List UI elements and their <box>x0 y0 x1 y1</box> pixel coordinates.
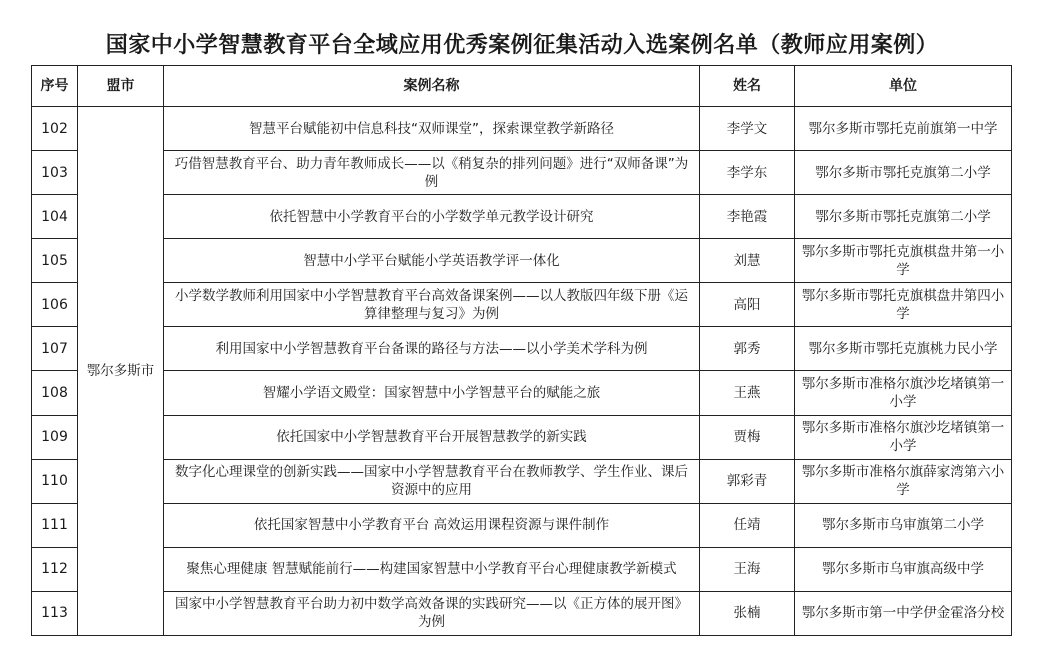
row-seq: 105 <box>32 239 78 283</box>
row-person-name: 贾梅 <box>700 415 795 459</box>
row-seq: 103 <box>32 151 78 195</box>
table-row <box>32 503 1012 547</box>
table-row <box>32 107 1012 151</box>
table-row <box>32 195 1012 239</box>
row-unit: 鄂尔多斯市准格尔旗沙圪堵镇第一小学 <box>795 371 1012 415</box>
row-person-name: 王海 <box>700 547 795 591</box>
row-case-name: 依托国家中小学智慧教育平台开展智慧教学的新实践 <box>164 415 700 459</box>
row-unit: 鄂尔多斯市鄂托克旗棋盘井第四小学 <box>795 283 1012 327</box>
table-row <box>32 459 1012 503</box>
row-person-name: 高阳 <box>700 283 795 327</box>
row-person-name: 郭彩青 <box>700 459 795 503</box>
city-cell: 鄂尔多斯市 <box>78 107 164 636</box>
row-unit: 鄂尔多斯市鄂托克旗桃力民小学 <box>795 327 1012 371</box>
row-case-name: 利用国家中小学智慧教育平台备课的路径与方法——以小学美术学科为例 <box>164 327 700 371</box>
row-unit: 鄂尔多斯市鄂托克旗棋盘井第一小学 <box>795 239 1012 283</box>
header-name: 姓名 <box>700 66 795 107</box>
table-header-row <box>32 66 1012 107</box>
row-seq: 111 <box>32 503 78 547</box>
row-seq: 113 <box>32 591 78 635</box>
row-seq: 108 <box>32 371 78 415</box>
row-case-name: 智慧中小学平台赋能小学英语教学评一体化 <box>164 239 700 283</box>
table-row <box>32 283 1012 327</box>
table-row <box>32 415 1012 459</box>
row-case-name: 国家中小学智慧教育平台助力初中数学高效备课的实践研究——以《正方体的展开图》为例 <box>164 591 700 635</box>
row-unit: 鄂尔多斯市鄂托克旗第二小学 <box>795 195 1012 239</box>
row-seq: 104 <box>32 195 78 239</box>
row-case-name: 依托国家智慧中小学教育平台 高效运用课程资源与课件制作 <box>164 503 700 547</box>
row-seq: 107 <box>32 327 78 371</box>
row-seq: 102 <box>32 107 78 151</box>
row-person-name: 郭秀 <box>700 327 795 371</box>
row-seq: 106 <box>32 283 78 327</box>
row-person-name: 任靖 <box>700 503 795 547</box>
row-person-name: 李学东 <box>700 151 795 195</box>
header-case: 案例名称 <box>164 66 700 107</box>
row-case-name: 智耀小学语文殿堂：国家智慧中小学智慧平台的赋能之旅 <box>164 371 700 415</box>
row-unit: 鄂尔多斯市乌审旗第二小学 <box>795 503 1012 547</box>
row-person-name: 刘慧 <box>700 239 795 283</box>
row-person-name: 王燕 <box>700 371 795 415</box>
table-row <box>32 591 1012 635</box>
row-seq: 110 <box>32 459 78 503</box>
row-case-name: 依托智慧中小学教育平台的小学数学单元教学设计研究 <box>164 195 700 239</box>
header-unit: 单位 <box>795 66 1012 107</box>
header-seq: 序号 <box>32 66 78 107</box>
page-title: 国家中小学智慧教育平台全域应用优秀案例征集活动入选案例名单（教师应用案例） <box>105 33 939 58</box>
row-unit: 鄂尔多斯市鄂托克前旗第一中学 <box>795 107 1012 151</box>
row-person-name: 李学文 <box>700 107 795 151</box>
row-case-name: 小学数学教师利用国家中小学智慧教育平台高效备课案例——以人教版四年级下册《运算律整理与复习》为例 <box>164 283 700 327</box>
row-unit: 鄂尔多斯市第一中学伊金霍洛分校 <box>795 591 1012 635</box>
row-case-name: 聚焦心理健康 智慧赋能前行——构建国家智慧中小学教育平台心理健康教学新模式 <box>164 547 700 591</box>
row-case-name: 数字化心理课堂的创新实践——国家中小学智慧教育平台在教师教学、学生作业、课后资源中的应用 <box>164 459 700 503</box>
table-row <box>32 547 1012 591</box>
table-row <box>32 371 1012 415</box>
header-city: 盟市 <box>78 66 164 107</box>
row-case-name: 巧借智慧教育平台、助力青年教师成长——以《稍复杂的排列问题》进行“双师备课”为例 <box>164 151 700 195</box>
row-person-name: 张楠 <box>700 591 795 635</box>
row-person-name: 李艳霞 <box>700 195 795 239</box>
row-seq: 109 <box>32 415 78 459</box>
row-unit: 鄂尔多斯市鄂托克旗第二小学 <box>795 151 1012 195</box>
row-unit: 鄂尔多斯市乌审旗高级中学 <box>795 547 1012 591</box>
row-case-name: 智慧平台赋能初中信息科技“双师课堂”，探索课堂教学新路径 <box>164 107 700 151</box>
row-unit: 鄂尔多斯市准格尔旗沙圪堵镇第一小学 <box>795 415 1012 459</box>
table-row <box>32 239 1012 283</box>
case-table <box>31 65 1012 636</box>
row-seq: 112 <box>32 547 78 591</box>
row-unit: 鄂尔多斯市准格尔旗薛家湾第六小学 <box>795 459 1012 503</box>
table-row <box>32 327 1012 371</box>
table-row <box>32 151 1012 195</box>
